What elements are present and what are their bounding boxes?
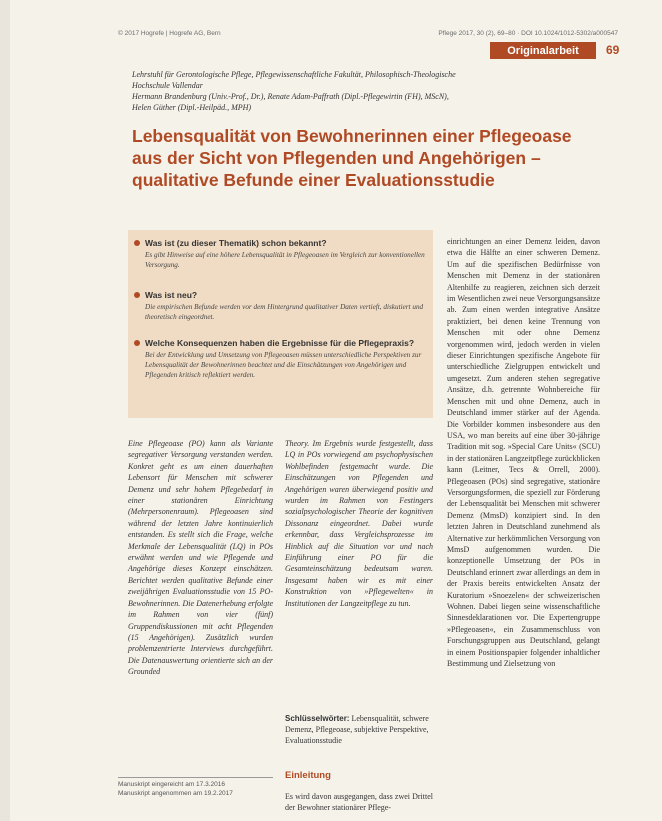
bullet-icon <box>134 340 140 346</box>
key-point <box>134 290 429 322</box>
divider <box>118 777 273 778</box>
keywords-text: Lebensqualität, schwere Demenz, Pflegeoase, subjektive Perspektive, Evaluationsstudie <box>285 714 429 745</box>
manuscript-dates: Manuskript eingereicht am 17.3.2016 Manuskript angenommen am 19.2.2017 <box>118 781 233 797</box>
section-heading: Einleitung <box>285 770 331 781</box>
copyright-line: © 2017 Hogrefe | Hogrefe AG, Bern <box>118 30 221 37</box>
intro-text: Es wird davon ausgegangen, dass zwei Drittel der Bewohner stationärer Pflege- <box>285 792 433 812</box>
body-column-3: einrichtungen an einer Demenz leiden, davon etwa die Hälfte an einer schweren Demenz. Um auf die spezifischen Bedürfnisse von Menschen mit Demenz in der stationären Altenhilfe zu reagieren, zeichnen sich derzeit im Wesentlichen zwei neue Versorgungsansätze ab. Zum einen werden integrative Ansätze praktiziert, bei denen keine Trennung von Menschen mit oder ohne Demenz vorgenommen wird, jedoch werden in vielen dieser Einrichtungen spezifische Angebote für unterschiedliche Zielgruppen entwickelt und umgesetzt. Zum anderen stehen segregative Ansätze, d.h. getrennte Wohnbereiche für Menschen mit und ohne Demenz, auch in Deutschland immer stärker auf der Agenda. Die Vorbilder kommen insbesondere aus den USA, wo man bereits auf eine über 30-jährige Tradition mit sog. »Special Care Units« (SCU) in der stationären Langzeitpflege zurückblicken kann (Leitner, Tecs & Orrell, 2000). Pflegeoasen (POs) sind segregative, stationäre Versorgungsformen, die speziell zur Förderung der Lebensqualität bei Menschen mit schwerer Demenz (MmsD) konzipiert sind. In den letzten Jahren in Deutschland zunehmend als Alternative zur herkömmlichen Versorgung von MmsD aufgenommen wurden. Die konzeptionelle Umsetzung der POs in Deutschland erinnert zwar allerdings an dem in der Praxis bereits entwickelten Ansatz der Kuratorium »Snoezelen« der schweizerischen Wohnen. Dabei liegen seine wissenschaftliche Sinnesdeklarationen vor. Die Expertengruppe »Pflegeoasen«, ein Zusammenschluss von Forschungsgruppen aus Deutschland, gelangt in einem Positionspapier folgender inhaltlicher Bestimmung und Zielsetzung von <box>447 237 600 669</box>
key-point <box>134 338 429 380</box>
bullet-icon <box>134 292 140 298</box>
journal-header <box>118 30 618 37</box>
abstract-column-2: Theory. Im Ergebnis wurde festgestellt, dass LQ in POs vorwiegend am psychophysischen Wohlbefinden festgemacht wurde. Die Einschätzungen von Pflegenden und Angehörigen waren überwiegend positiv und wurden im Rahmen von Festingers sozialpsychologischer Theorie der kognitiven Dissonanz eingeordnet. Dabei wurde erkennbar, dass Vergleichsprozesse im Hinblick auf die Situation vor und nach Einführung einer PO für die Gesamteinschätzung bedeutsam waren. Insgesamt haben wir es mit einer Konstruktion von »Pflegewelten« in Institutionen der Langzeitpflege zu tun. <box>285 439 433 608</box>
section-badge: Originalarbeit <box>490 42 596 59</box>
page-number: 69 <box>606 43 620 57</box>
key-point-answer: Bei der Entwicklung und Umsetzung von Pflegeoasen müssen unterschiedliche Perspektiven zur Lebensqualität der Bewohnerinnen beachtet und die Einschätzungen von Angehörigen und Pflegenden kritisch reflektiert werden. <box>145 351 422 379</box>
keywords-label: Schlüsselwörter: <box>285 714 350 723</box>
citation-line: Pflege 2017, 30 (2), 69–80 · DOI 10.1024/1012-5302/a000547 <box>438 30 618 37</box>
article-title: Lebensqualität von Bewohnerinnen einer Pflegeoase aus der Sicht von Pflegenden und Angehörigen – qualitative Befunde einer Evaluationsstudie <box>132 126 572 190</box>
key-point-question: Was ist neu? <box>145 290 198 300</box>
key-point <box>134 238 429 270</box>
abstract-column-1: Eine Pflegeoase (PO) kann als Variante segregativer Versorgung verstanden werden. Konkret geht es um einen dauerhaften Lebensort für Menschen mit schwerer Demenz und sehr hohem Pflegebedarf in einer stationären Einrichtung (Mehrpersonenraum). Pflegeoasen sind während der letzten Jahre kontinuierlich entstanden. Es stellt sich die Frage, welche Merkmale der Lebensqualität (LQ) in POs erwähnt werden und wie Pflegende und Angehörige dieses Konzept einschätzen. Berichtet werden qualitative Befunde einer zweijährigen Evaluationsstudie von 15 PO-Bewohnerinnen. Die Datenerhebung erfolgte im Rahmen von vier (fünf) Gruppendiskussionen mit acht Pflegenden (15 Angehörigen). Zusätzlich wurden problemzentrierte Interviews durchgeführt. Die Datenauswertung orientierte sich an der Grounded <box>128 439 273 677</box>
key-point-answer: Es gibt Hinweise auf eine höhere Lebensqualität in Pflegeoasen im Vergleich zur konventionellen Versorgung. <box>145 251 425 269</box>
key-point-question: Welche Konsequenzen haben die Ergebnisse für die Pflegepraxis? <box>145 338 415 348</box>
bullet-icon <box>134 240 140 246</box>
keywords <box>285 713 433 746</box>
key-points-box <box>128 230 433 418</box>
key-point-question: Was ist (zu dieser Thematik) schon bekannt? <box>145 238 327 248</box>
key-point-answer: Die empirischen Befunde werden vor dem Hintergrund qualitativer Daten vertieft, diskutiert und theoretisch eingeordnet. <box>145 303 424 321</box>
affiliation: Lehrstuhl für Gerontologische Pflege, Pflegewissenschaftliche Fakultät, Philosophisch-Theologische Hochschule Vallendar Hermann Brandenburg (Univ.-Prof., Dr.), Renate Adam-Paffrath (Dipl.-Pflegewirtin (FH), MScN), Helen Güther (Dipl.-Heilpäd., MPH) <box>132 70 456 112</box>
